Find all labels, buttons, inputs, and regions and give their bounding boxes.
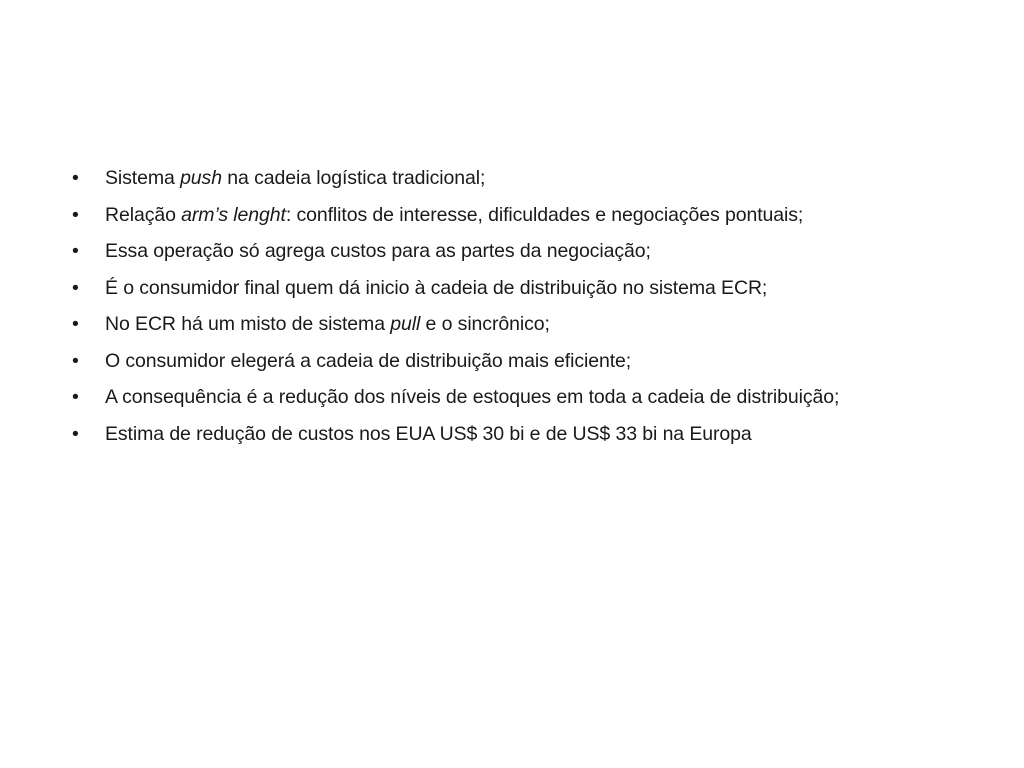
bullet-text-segment: e o sincrônico;: [420, 313, 550, 335]
bullet-list: [72, 166, 972, 458]
bullet-item: [72, 166, 972, 191]
bullet-text: [105, 350, 631, 372]
bullet-text: [105, 423, 752, 445]
bullet-text-segment: Estima de redução de custos nos EUA US$ 30 bi e de US$ 33 bi na Europa: [105, 422, 752, 445]
bullet-dot-icon: •: [72, 422, 79, 445]
bullet-dot-icon: •: [72, 167, 79, 189]
bullet-text: [105, 386, 839, 408]
bullet-text: [105, 167, 485, 189]
bullet-text: [105, 204, 803, 226]
bullet-dot-icon: •: [72, 240, 79, 262]
bullet-text-segment: No ECR há um misto de sistema: [105, 313, 391, 335]
bullet-dot-icon: •: [72, 313, 79, 335]
bullet-text: [105, 240, 651, 262]
bullet-text-italic: push: [180, 167, 222, 189]
bullet-text-segment: Essa operação só agrega custos para as partes da negociação;: [105, 240, 651, 262]
bullet-dot-icon: •: [72, 276, 79, 299]
bullet-item: [72, 422, 972, 447]
bullet-text-segment: : conflitos de interesse, dificuldades e negociações pontuais;: [285, 203, 804, 226]
bullet-text: [105, 277, 767, 299]
bullet-text-segment: na cadeia logística tradicional;: [221, 167, 486, 189]
bullet-item: [72, 203, 972, 228]
bullet-text-segment: O consumidor elegerá a cadeia de distribuição mais eficiente;: [105, 349, 632, 372]
bullet-item: [72, 312, 972, 337]
bullet-item: [72, 349, 972, 374]
bullet-item: [72, 385, 972, 410]
bullet-text-segment: A consequência é a redução dos níveis de estoques em toda a cadeia de distribuição;: [105, 386, 840, 408]
bullet-dot-icon: •: [72, 349, 79, 372]
bullet-text-segment: Sistema: [105, 167, 181, 189]
bullet-dot-icon: •: [72, 386, 79, 408]
bullet-text-segment: É o consumidor final quem dá inicio à cadeia de distribuição no sistema ECR;: [105, 276, 768, 299]
bullet-text-italic: arm’s lenght: [181, 203, 286, 226]
bullet-text: [105, 313, 550, 335]
bullet-text-italic: pull: [390, 313, 421, 335]
bullet-item: [72, 276, 972, 301]
bullet-text-segment: Relação: [105, 203, 182, 226]
bullet-item: [72, 239, 972, 264]
bullet-dot-icon: •: [72, 203, 79, 226]
